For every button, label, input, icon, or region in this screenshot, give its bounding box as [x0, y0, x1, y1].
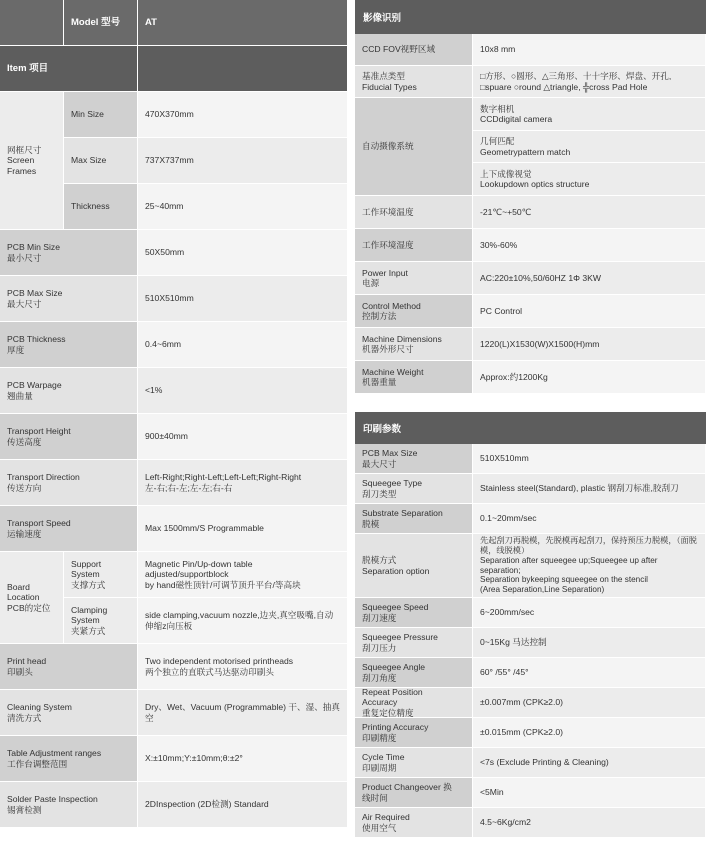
ccd-fov-label: CCD FOV视野区域: [355, 34, 473, 66]
model-label: Model 型号: [64, 0, 138, 46]
control-method-label: Control Method 控制方法: [355, 295, 473, 328]
clamping-system-value: side clamping,vacuum nozzle,边夹,真空吸嘴,自动伸缩z向压板: [138, 598, 348, 644]
cleaning-system-value: Dry、Wet、Vacuum (Programmable) 干、湿、抽真空: [138, 690, 348, 736]
machine-weight-label: Machine Weight 机器重量: [355, 361, 473, 394]
support-system-value: Magnetic Pin/Up-down table adjusted/supportblock by hand磁性顶针/可调节顶升平台/等高块: [138, 552, 348, 598]
header-corner: [0, 0, 64, 46]
print-pcb-max-size-label: PCB Max Size 最大尺寸: [355, 444, 473, 474]
camera-item-digital: 数字相机 CCDdigital camera: [473, 98, 705, 131]
print-section-title: 印刷参数: [355, 412, 706, 444]
machine-dimensions-value: 1220(L)X1530(W)X1500(H)mm: [473, 328, 706, 361]
vision-section-title: 影像识别: [355, 0, 706, 34]
transport-direction-label: Transport Direction 传送方向: [0, 460, 138, 506]
section-spacer: [355, 394, 706, 412]
min-size-value: 470X370mm: [138, 92, 348, 138]
squeegee-speed-label: Squeegee Speed 刮刀速度: [355, 598, 473, 628]
solder-paste-inspection-value: 2DInspection (2D检测) Standard: [138, 782, 348, 828]
pcb-max-size-value: 510X510mm: [138, 276, 348, 322]
ccd-fov-value: 10x8 mm: [473, 34, 706, 66]
power-input-value: AC:220±10%,50/60HZ 1Φ 3KW: [473, 262, 706, 295]
vision-grid: [355, 34, 706, 394]
print-head-label: Print head 印刷头: [0, 644, 138, 690]
substrate-separation-label: Substrate Separation 脱模: [355, 504, 473, 534]
transport-height-value: 900±40mm: [138, 414, 348, 460]
screen-frames-group-label: 网框尺寸 Screen Frames: [0, 92, 64, 230]
power-input-label: Power Input 电源: [355, 262, 473, 295]
printing-accuracy-label: Printing Accuracy 印刷精度: [355, 718, 473, 748]
squeegee-type-value: Stainless steel(Standard), plastic 钢刮刀标准,胶刮刀: [473, 474, 706, 504]
cycle-time-value: <7s (Exclude Printing & Cleaning): [473, 748, 706, 778]
max-size-label: Max Size: [64, 138, 138, 184]
pcb-min-size-value: 50X50mm: [138, 230, 348, 276]
left-table-grid: [0, 0, 348, 828]
cycle-time-label: Cycle Time 印刷周期: [355, 748, 473, 778]
camera-item-optics: 上下成像视觉 Lookupdown optics structure: [473, 163, 705, 195]
temperature-value: -21℃~+50℃: [473, 196, 706, 229]
air-required-label: Air Required 使用空气: [355, 808, 473, 838]
control-method-value: PC Control: [473, 295, 706, 328]
squeegee-pressure-label: Squeegee Pressure 刮刀压力: [355, 628, 473, 658]
spec-table-right: [355, 0, 706, 838]
pcb-warpage-value: <1%: [138, 368, 348, 414]
fiducial-types-label: 基准点类型 Fiducial Types: [355, 66, 473, 98]
item-label: Item 项目: [0, 46, 138, 92]
solder-paste-inspection-label: Solder Paste Inspection 锡膏检测: [0, 782, 138, 828]
squeegee-pressure-value: 0~15Kg 马达控制: [473, 628, 706, 658]
humidity-label: 工作环境湿度: [355, 229, 473, 262]
model-value: AT: [138, 0, 348, 46]
printing-accuracy-value: ±0.015mm (CPK≥2.0): [473, 718, 706, 748]
pcb-thickness-value: 0.4~6mm: [138, 322, 348, 368]
squeegee-angle-value: 60° /55° /45°: [473, 658, 706, 688]
air-required-value: 4.5~6Kg/cm2: [473, 808, 706, 838]
spec-table-left: [0, 0, 348, 828]
temperature-label: 工作环境温度: [355, 196, 473, 229]
print-head-value: Two independent motorised printheads 两个独立的直联式马达驱动印刷头: [138, 644, 348, 690]
separation-option-value: 先起刮刀再脱模，先脱模再起刮刀，保持预压力脱模，（面脱模，线脱模） Separation after squeegee up;Squeegee up after separation; Separation bykeeping squeegee on the stencil (Area Separation,Line Separation): [473, 534, 706, 598]
thickness-label: Thickness: [64, 184, 138, 230]
squeegee-type-label: Squeegee Type 刮刀类型: [355, 474, 473, 504]
separation-option-label: 脱模方式 Separation option: [355, 534, 473, 598]
camera-item-pattern: 几何匹配 Geometrypattern match: [473, 131, 705, 164]
humidity-value: 30%-60%: [473, 229, 706, 262]
support-system-label: Support System 支撑方式: [64, 552, 138, 598]
clamping-system-label: Clamping System 夹紧方式: [64, 598, 138, 644]
thickness-value: 25~40mm: [138, 184, 348, 230]
item-value-empty: [138, 46, 348, 92]
camera-system-label: 自动摄像系统: [355, 98, 473, 196]
machine-weight-value: Approx:约1200Kg: [473, 361, 706, 394]
substrate-separation-value: 0.1~20mm/sec: [473, 504, 706, 534]
min-size-label: Min Size: [64, 92, 138, 138]
pcb-max-size-label: PCB Max Size 最大尺寸: [0, 276, 138, 322]
camera-system-values: [473, 98, 706, 196]
transport-speed-value: Max 1500mm/S Programmable: [138, 506, 348, 552]
transport-height-label: Transport Height 传送高度: [0, 414, 138, 460]
pcb-thickness-label: PCB Thickness 厚度: [0, 322, 138, 368]
product-changeover-value: <5Min: [473, 778, 706, 808]
cleaning-system-label: Cleaning System 清洗方式: [0, 690, 138, 736]
board-location-group-label: Board Location PCB的定位: [0, 552, 64, 644]
repeat-position-label: Repeat Position Accuracy 重复定位精度: [355, 688, 473, 718]
fiducial-types-value: □方形、○圆形、△三角形、十十字形、焊盘、开孔, □spuare ○round △triangle, ╬cross Pad Hole: [473, 66, 706, 98]
print-pcb-max-size-value: 510X510mm: [473, 444, 706, 474]
squeegee-angle-label: Squeegee Angle 刮刀角度: [355, 658, 473, 688]
table-adjustment-label: Table Adjustment ranges 工作台调整范围: [0, 736, 138, 782]
pcb-warpage-label: PCB Warpage 翘曲量: [0, 368, 138, 414]
max-size-value: 737X737mm: [138, 138, 348, 184]
pcb-min-size-label: PCB Min Size 最小尺寸: [0, 230, 138, 276]
machine-dimensions-label: Machine Dimensions 机器外形尺寸: [355, 328, 473, 361]
table-adjustment-value: X:±10mm;Y:±10mm;θ:±2°: [138, 736, 348, 782]
product-changeover-label: Product Changeover 换 线时间: [355, 778, 473, 808]
print-grid: [355, 444, 706, 838]
transport-speed-label: Transport Speed 运输速度: [0, 506, 138, 552]
transport-direction-value: Left-Right;Right-Left;Left-Left;Right-Right 左-右;右-左;左-左;右-右: [138, 460, 348, 506]
repeat-position-value: ±0.007mm (CPK≥2.0): [473, 688, 706, 718]
squeegee-speed-value: 6~200mm/sec: [473, 598, 706, 628]
